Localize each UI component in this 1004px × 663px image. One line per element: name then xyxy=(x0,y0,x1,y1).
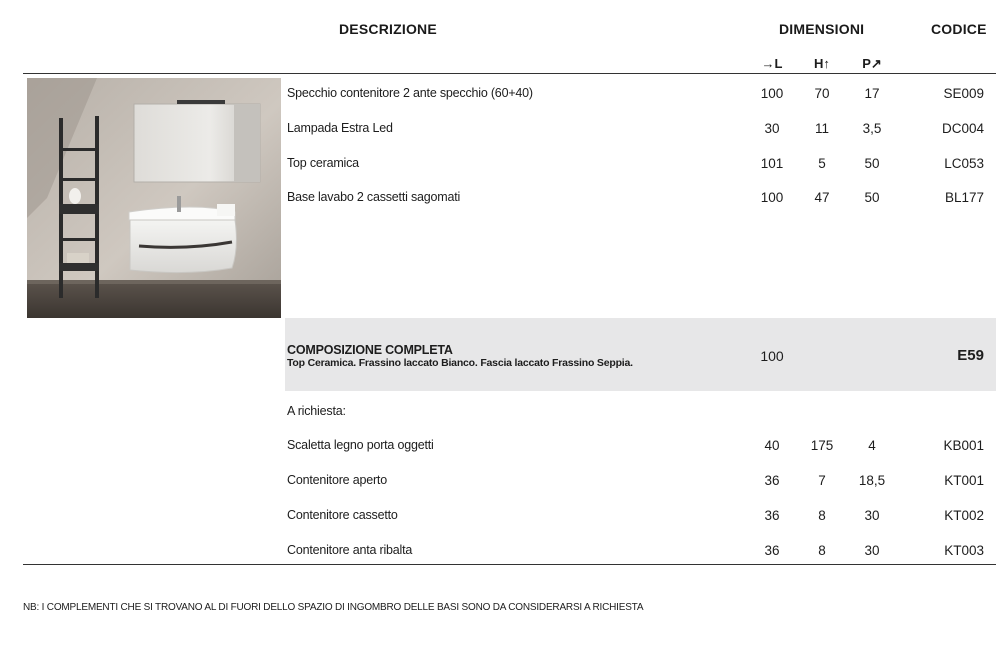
item-description: Contenitore anta ribalta xyxy=(287,543,413,557)
item-width: 36 xyxy=(764,543,780,558)
table-row xyxy=(0,438,1004,458)
header-depth: P↗ xyxy=(862,56,882,71)
table-row xyxy=(0,473,1004,493)
on-request-label: A richiesta: xyxy=(287,404,346,418)
item-height: 175 xyxy=(810,438,834,453)
item-width: 101 xyxy=(760,156,784,171)
item-depth: 50 xyxy=(864,190,880,205)
header-dimensions: DIMENSIONI xyxy=(779,21,865,37)
item-description: Top ceramica xyxy=(287,156,359,170)
item-description: Contenitore cassetto xyxy=(287,508,398,522)
item-width: 36 xyxy=(764,508,780,523)
item-code: KT003 xyxy=(944,543,984,558)
item-width: 30 xyxy=(764,121,780,136)
table-row xyxy=(0,86,1004,106)
item-depth: 4 xyxy=(868,438,876,453)
item-depth: 3,5 xyxy=(862,121,882,136)
item-height: 8 xyxy=(818,508,826,523)
item-depth: 17 xyxy=(864,86,880,101)
item-height: 47 xyxy=(814,190,830,205)
composition-summary xyxy=(285,318,996,391)
header-code: CODICE xyxy=(931,21,987,37)
item-code: BL177 xyxy=(944,190,984,205)
header-description: DESCRIZIONE xyxy=(339,21,437,37)
header-height: H↑ xyxy=(814,56,830,71)
item-height: 8 xyxy=(818,543,826,558)
item-code: KB001 xyxy=(943,438,984,453)
item-description: Scaletta legno porta oggetti xyxy=(287,438,434,452)
item-description: Base lavabo 2 cassetti sagomati xyxy=(287,190,461,204)
table-row xyxy=(0,543,1004,563)
item-code: DC004 xyxy=(941,121,984,136)
item-height: 7 xyxy=(818,473,826,488)
item-width: 100 xyxy=(760,190,784,205)
item-width: 100 xyxy=(760,86,784,101)
item-depth: 30 xyxy=(864,543,880,558)
item-depth: 30 xyxy=(864,508,880,523)
item-width: 36 xyxy=(764,473,780,488)
top-divider xyxy=(23,73,996,74)
item-description: Lampada Estra Led xyxy=(287,121,393,135)
item-code: KT001 xyxy=(944,473,984,488)
item-description: Specchio contenitore 2 ante specchio (60+40) xyxy=(287,86,533,100)
item-height: 70 xyxy=(814,86,830,101)
item-depth: 50 xyxy=(864,156,880,171)
table-row xyxy=(0,508,1004,528)
footnote: NB: I COMPLEMENTI CHE SI TROVANO AL DI FUORI DELLO SPAZIO DI INGOMBRO DELLE BASI SONO DA CONSIDERARSI A RICHIESTA xyxy=(23,602,644,613)
item-code: KT002 xyxy=(944,508,984,523)
item-code: SE009 xyxy=(943,86,984,101)
bottom-divider xyxy=(23,564,996,565)
composition-subtitle: Top Ceramica. Frassino laccato Bianco. Fascia laccato Frassino Seppia. xyxy=(287,357,633,369)
item-height: 11 xyxy=(814,121,829,136)
item-description: Contenitore aperto xyxy=(287,473,387,487)
table-row xyxy=(0,121,1004,141)
item-depth: 18,5 xyxy=(858,473,886,488)
composition-code: E59 xyxy=(957,347,984,364)
item-code: LC053 xyxy=(944,156,984,171)
item-height: 5 xyxy=(818,156,826,171)
header-width: →L xyxy=(761,56,783,71)
table-row xyxy=(0,156,1004,176)
composition-width: 100 xyxy=(760,348,784,364)
composition-title: COMPOSIZIONE COMPLETA xyxy=(287,343,453,357)
table-row xyxy=(0,190,1004,210)
on-request-row xyxy=(0,404,1004,424)
item-width: 40 xyxy=(764,438,780,453)
